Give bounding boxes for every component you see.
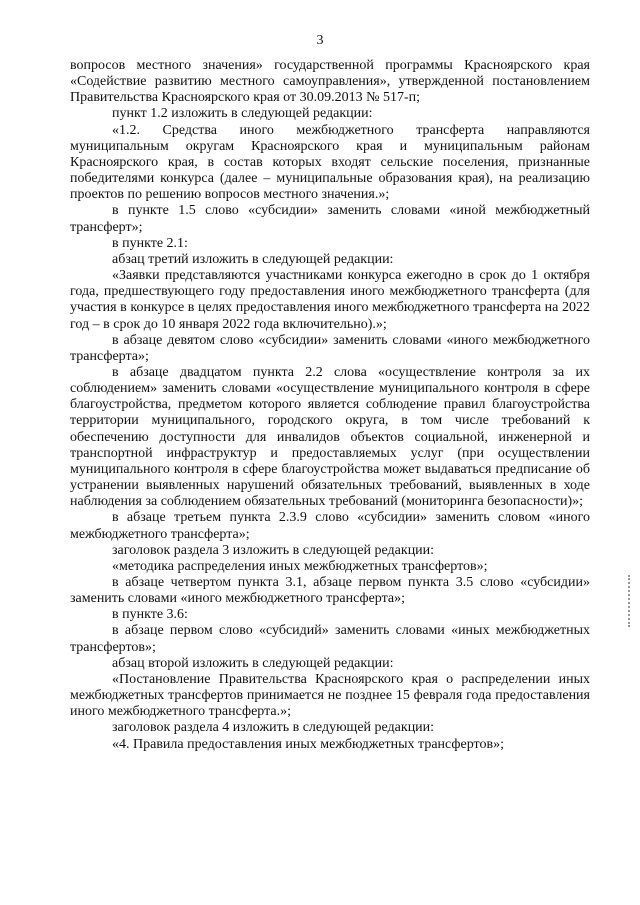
paragraph: вопросов местного значения» государственной программы Красноярского края «Содействие развитию местного самоуправления», утвержденной постановлением Правительства Красноярского края от 30.09.2013 № 517-п; bbox=[70, 58, 590, 106]
paragraph: в абзаце двадцатом пункта 2.2 слова «осуществление контроля за их соблюдением» заменить словами «осуществление муниципального контроля в сфере благоустройства, предметом которого является соблюдение правил благоустройства территории муниципального, городского округа, в том числе требований к обеспечению доступности для инвалидов объектов социальной, инженерной и транспортной инфраструктур и предоставляемых услуг (при осуществлении муниципального контроля в сфере благоустройства может выдаваться предписание об устранении выявленных нарушений обязательных требований, выявленных в ходе наблюдения за соблюдением обязательных требований (мониторинга безопасности)»; bbox=[70, 364, 590, 510]
paragraph: в абзаце четвертом пункта 3.1, абзаце первом пункта 3.5 слово «субсидии» заменить словами «иного межбюджетного трансферта»; bbox=[70, 575, 590, 607]
scan-edge-mark bbox=[628, 575, 638, 627]
paragraph: в абзаце девятом слово «субсидии» заменить словами «иного межбюджетного трансферта»; bbox=[70, 332, 590, 364]
paragraph: в пункте 3.6: bbox=[112, 607, 188, 623]
paragraph: в абзаце первом слово «субсидий» заменить словами «иных межбюджетных трансфертов»; bbox=[70, 623, 590, 655]
paragraph: «1.2. Средства иного межбюджетного трансферта направляются муниципальным округам Красноярского края и муниципальным районам Красноярского края, в состав которых входят сельские поселения, признанные победителями конкурса (далее – муниципальные образования края), на реализацию проектов по решению вопросов местного значения.»; bbox=[70, 122, 590, 203]
paragraph: в пункте 1.5 слово «субсидии» заменить словами «иной межбюджетный трансферт»; bbox=[70, 203, 590, 235]
paragraph: «Постановление Правительства Красноярского края о распределении иных межбюджетных трансфертов принимается не позднее 15 февраля года предоставления иного межбюджетного трансферта.»; bbox=[70, 671, 590, 720]
document-body bbox=[70, 58, 590, 753]
page-number: 3 bbox=[316, 33, 324, 48]
paragraph: абзац второй изложить в следующей редакции: bbox=[112, 655, 394, 671]
paragraph: «4. Правила предоставления иных межбюджетных трансфертов»; bbox=[112, 736, 504, 752]
paragraph: пункт 1.2 изложить в следующей редакции: bbox=[112, 106, 373, 122]
paragraph: в пункте 2.1: bbox=[112, 235, 188, 251]
paragraph: в абзаце третьем пункта 2.3.9 слово «субсидии» заменить словом «иного межбюджетного трансферта»; bbox=[70, 510, 590, 542]
paragraph: «Заявки представляются участниками конкурса ежегодно в срок до 1 октября года, предшествующего году предоставления иного межбюджетного трансферта (для участия в конкурсе в целях предоставления иного межбюджетного трансферта на 2022 год – в срок до 10 января 2022 года включительно).»; bbox=[70, 268, 590, 332]
paragraph: заголовок раздела 4 изложить в следующей редакции: bbox=[112, 720, 435, 736]
paragraph: абзац третий изложить в следующей редакции: bbox=[112, 251, 394, 267]
paragraph: «методика распределения иных межбюджетных трансфертов»; bbox=[112, 558, 488, 574]
paragraph: заголовок раздела 3 изложить в следующей редакции: bbox=[112, 542, 435, 558]
